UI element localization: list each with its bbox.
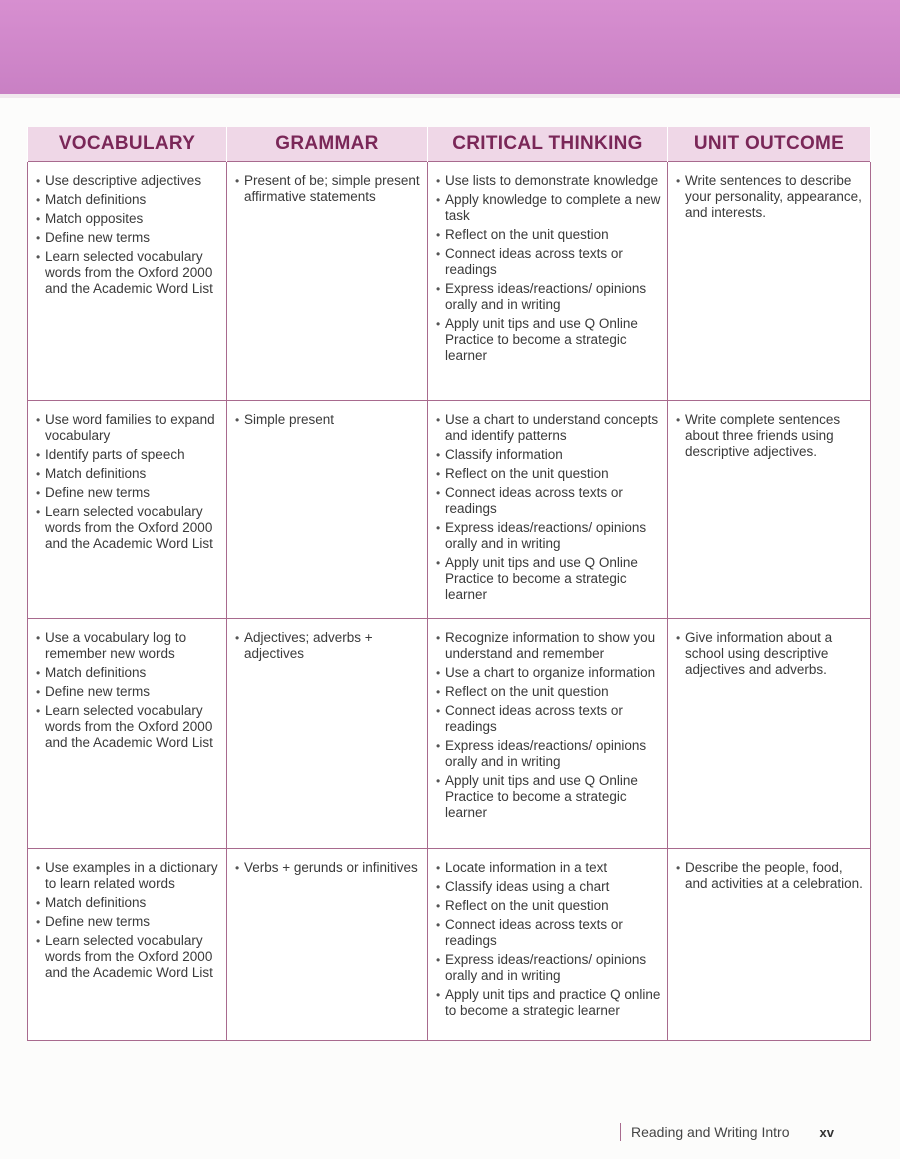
list-item: • Identify parts of speech xyxy=(36,447,220,463)
vocabulary-cell xyxy=(28,619,227,849)
grammar-cell xyxy=(227,849,428,1041)
table-row xyxy=(28,849,871,1041)
list-item: • Reflect on the unit question xyxy=(436,898,661,914)
list-item: • Connect ideas across texts or readings xyxy=(436,485,661,517)
grammar-cell xyxy=(227,401,428,619)
list-item: • Adjectives; adverbs + adjectives xyxy=(235,630,421,662)
list-item: • Define new terms xyxy=(36,485,220,501)
list-item: • Match opposites xyxy=(36,211,220,227)
critical-thinking-cell xyxy=(428,162,668,401)
list-item: • Express ideas/reactions/ opinions orally and in writing xyxy=(436,738,661,770)
list-item: • Connect ideas across texts or readings xyxy=(436,917,661,949)
list-item: • Match definitions xyxy=(36,466,220,482)
list-item: • Define new terms xyxy=(36,914,220,930)
vocabulary-cell xyxy=(28,401,227,619)
list-item: • Express ideas/reactions/ opinions orally and in writing xyxy=(436,281,661,313)
list-item: • Connect ideas across texts or readings xyxy=(436,246,661,278)
list-item: • Connect ideas across texts or readings xyxy=(436,703,661,735)
table-row xyxy=(28,619,871,849)
list-item: • Simple present xyxy=(235,412,421,428)
header-grammar: GRAMMAR xyxy=(227,127,428,162)
unit-outcome-cell xyxy=(668,619,871,849)
critical-thinking-cell xyxy=(428,401,668,619)
list-item: • Use lists to demonstrate knowledge xyxy=(436,173,661,189)
list-item: • Write complete sentences about three friends using descriptive adjectives. xyxy=(676,412,864,460)
list-item: • Write sentences to describe your personality, appearance, and interests. xyxy=(676,173,864,221)
list-item: • Verbs + gerunds or infinitives xyxy=(235,860,421,876)
list-item: • Learn selected vocabulary words from the Oxford 2000 and the Academic Word List xyxy=(36,504,220,552)
list-item: • Apply unit tips and practice Q online to become a strategic learner xyxy=(436,987,661,1019)
header-rule xyxy=(0,94,900,98)
unit-outcome-cell xyxy=(668,849,871,1041)
list-item: • Classify ideas using a chart xyxy=(436,879,661,895)
list-item: • Use descriptive adjectives xyxy=(36,173,220,189)
footer-divider xyxy=(620,1123,621,1141)
grammar-cell xyxy=(227,162,428,401)
table-row xyxy=(28,401,871,619)
list-item: • Present of be; simple present affirmative statements xyxy=(235,173,421,205)
list-item: • Match definitions xyxy=(36,192,220,208)
footer-book-title: Reading and Writing Intro xyxy=(631,1124,790,1140)
list-item: • Match definitions xyxy=(36,895,220,911)
page-footer xyxy=(620,1122,834,1142)
page-number: xv xyxy=(819,1124,834,1140)
list-item: • Learn selected vocabulary words from the Oxford 2000 and the Academic Word List xyxy=(36,703,220,751)
critical-thinking-cell xyxy=(428,619,668,849)
list-item: • Express ideas/reactions/ opinions orally and in writing xyxy=(436,520,661,552)
list-item: • Define new terms xyxy=(36,684,220,700)
list-item: • Reflect on the unit question xyxy=(436,684,661,700)
list-item: • Reflect on the unit question xyxy=(436,227,661,243)
list-item: • Give information about a school using descriptive adjectives and adverbs. xyxy=(676,630,864,678)
list-item: • Use a chart to understand concepts and identify patterns xyxy=(436,412,661,444)
header-band xyxy=(0,0,900,94)
list-item: • Apply knowledge to complete a new task xyxy=(436,192,661,224)
grammar-cell xyxy=(227,619,428,849)
scope-sequence-table xyxy=(27,127,871,1041)
list-item: • Use a chart to organize information xyxy=(436,665,661,681)
list-item: • Classify information xyxy=(436,447,661,463)
header-unit-outcome: UNIT OUTCOME xyxy=(668,127,871,162)
header-critical-thinking: CRITICAL THINKING xyxy=(428,127,668,162)
list-item: • Express ideas/reactions/ opinions orally and in writing xyxy=(436,952,661,984)
list-item: • Apply unit tips and use Q Online Practice to become a strategic learner xyxy=(436,316,661,364)
vocabulary-cell xyxy=(28,162,227,401)
list-item: • Recognize information to show you understand and remember xyxy=(436,630,661,662)
list-item: • Use word families to expand vocabulary xyxy=(36,412,220,444)
list-item: • Reflect on the unit question xyxy=(436,466,661,482)
list-item: • Learn selected vocabulary words from the Oxford 2000 and the Academic Word List xyxy=(36,249,220,297)
list-item: • Match definitions xyxy=(36,665,220,681)
list-item: • Learn selected vocabulary words from the Oxford 2000 and the Academic Word List xyxy=(36,933,220,981)
list-item: • Apply unit tips and use Q Online Practice to become a strategic learner xyxy=(436,555,661,603)
list-item: • Define new terms xyxy=(36,230,220,246)
critical-thinking-cell xyxy=(428,849,668,1041)
list-item: • Apply unit tips and use Q Online Practice to become a strategic learner xyxy=(436,773,661,821)
list-item: • Describe the people, food, and activities at a celebration. xyxy=(676,860,864,892)
list-item: • Use examples in a dictionary to learn related words xyxy=(36,860,220,892)
list-item: • Locate information in a text xyxy=(436,860,661,876)
vocabulary-cell xyxy=(28,849,227,1041)
table-header-row xyxy=(28,127,871,162)
header-vocabulary: VOCABULARY xyxy=(28,127,227,162)
unit-outcome-cell xyxy=(668,401,871,619)
list-item: • Use a vocabulary log to remember new words xyxy=(36,630,220,662)
unit-outcome-cell xyxy=(668,162,871,401)
table-row xyxy=(28,162,871,401)
